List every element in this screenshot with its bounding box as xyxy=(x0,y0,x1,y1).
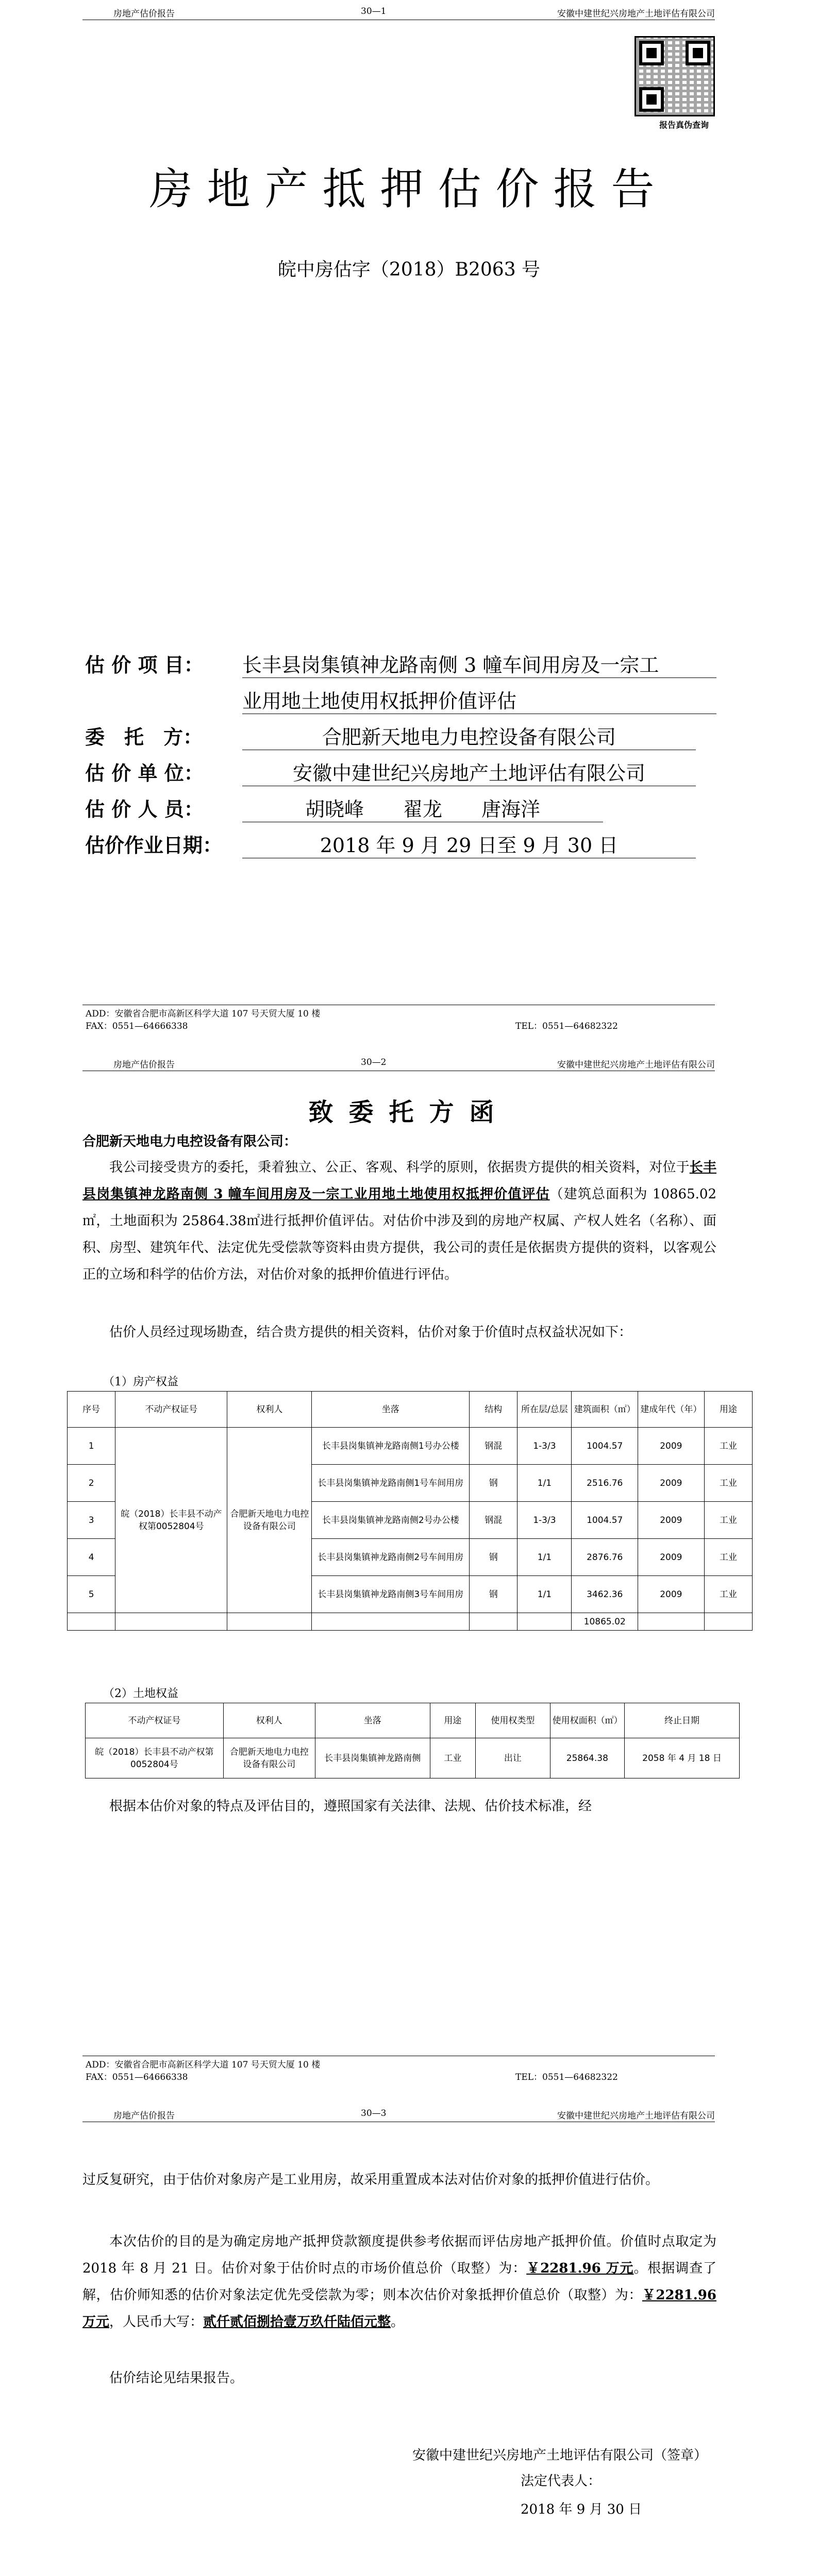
date-label: 估价作业日期： xyxy=(85,834,223,857)
project-highlight: 长丰县岗集镇神龙路南侧 3 幢车间用房及一宗工业用地土地使用权抵押价值评估 xyxy=(82,1160,716,1202)
project-value-cont: 业用地土地使用权抵押价值评估 xyxy=(242,685,716,714)
mortgage-value: ￥2281.96 万元 xyxy=(82,2287,716,2330)
report-title: 房地产抵押估价报告 xyxy=(149,164,669,214)
page-2 xyxy=(0,1051,818,2102)
table-row: 1 皖（2018）长丰县不动产权第0052804号 合肥新天地电力电控设备有限公司 长丰县岗集镇神龙路南侧1号办公楼 钢混 1-3/3 1004.57 2009 工业 xyxy=(68,1428,753,1465)
page-header xyxy=(82,2106,715,2122)
project-label: 估 价 项 目： xyxy=(85,653,204,676)
report-number: 皖中房估字（2018）B2063 号 xyxy=(277,259,541,280)
appraiser-label: 估 价 单 位： xyxy=(85,761,204,785)
signing-date: 2018 年 9 月 30 日 xyxy=(521,2502,642,2517)
header-left: 房地产估价报告 xyxy=(113,1060,175,1070)
total-area: 10865.02 xyxy=(572,1613,638,1631)
table-row: 3 长丰县岗集镇神龙路南侧2号办公楼 钢混 1-3/3 1004.57 2009 工业 xyxy=(68,1502,753,1539)
value-in-words: 贰仟贰佰捌拾壹万玖仟陆佰元整 xyxy=(203,2314,391,2330)
footer-address: ADD：安徽省合肥市高新区科学大道 107 号天贸大厦 10 楼 xyxy=(86,1009,321,1019)
page-footer xyxy=(82,1005,715,1032)
header-right: 安徽中建世纪兴房地产土地评估有限公司 xyxy=(557,9,715,19)
footer-tel: TEL：0551—64682322 xyxy=(515,1021,618,1031)
house-rights-table: 序号 不动产权证号 权利人 坐落 结构 所在层/总层 建筑面积（㎡） 建成年代（年） 用途 1 皖（2018）长丰县不动产权第0052804号 合肥新天地电力电控设备有限公司 长丰县岗集镇神龙路南侧1号办公楼 钢混 1-3/3 1004.57 2009 工业 2 长丰县岗集镇神龙路南侧1号车间用房 钢 1/1 2516.76 2009 工业 3 长丰县岗集镇神龙路南侧2号办公楼 钢混 1-3/3 1004.57 2009 工业 4 长丰县岗集镇神龙路南侧2号车间用房 钢 1/1 2876.76 2009 工业 5 长丰县岗集镇神龙路南侧3号车间用房 钢 1/1 3462.36 2009 工业 10865.02 xyxy=(67,1391,753,1631)
header-left: 房地产估价报告 xyxy=(113,2111,175,2121)
table-total-row xyxy=(68,1613,753,1631)
footer-address: ADD：安徽省合肥市高新区科学大道 107 号天贸大厦 10 楼 xyxy=(86,2060,321,2070)
letter-paragraph-3-cont: 过反复研究，由于估价对象房产是工业用房，故采用重置成本法对估价对象的抵押价值进行估价。 xyxy=(82,2172,659,2188)
table-row: 4 长丰县岗集镇神龙路南侧2号车间用房 钢 1/1 2876.76 2009 工业 xyxy=(68,1539,753,1576)
page-header xyxy=(82,4,715,20)
letter-paragraph-5: 估价结论见结果报告。 xyxy=(109,2370,244,2386)
table-row: 2 长丰县岗集镇神龙路南侧1号车间用房 钢 1/1 2516.76 2009 工业 xyxy=(68,1465,753,1502)
page-header xyxy=(82,1055,715,1071)
table-row: 5 长丰县岗集镇神龙路南侧3号车间用房 钢 1/1 3462.36 2009 工业 xyxy=(68,1576,753,1613)
qr-code[interactable] xyxy=(635,36,715,116)
header-page: 30—1 xyxy=(361,6,387,16)
land-rights-table: 不动产权证号 权利人 坐落 用途 使用权类型 使用权面积（㎡） 终止日期 皖（2018）长丰县不动产权第0052804号 合肥新天地电力电控设备有限公司 长丰县岗集镇神龙路南侧 工业 出让 25864.38 2058 年 4 月 18 日 xyxy=(85,1703,740,1778)
footer-fax: FAX：0551—64666338 xyxy=(86,2072,188,2082)
letter-addressee: 合肥新天地电力电控设备有限公司： xyxy=(82,1134,297,1149)
header-right: 安徽中建世纪兴房地产土地评估有限公司 xyxy=(557,2111,715,2121)
client-value: 合肥新天地电力电控设备有限公司 xyxy=(242,721,696,750)
letter-paragraph-3: 根据本估价对象的特点及评估目的，遵照国家有关法律、法规、估价技术标准，经 xyxy=(109,1799,592,1814)
legal-representative: 法定代表人： xyxy=(521,2473,602,2489)
footer-fax: FAX：0551—64666338 xyxy=(86,1021,188,1031)
land-rights-caption: （2）土地权益 xyxy=(103,1687,178,1700)
footer-tel: TEL：0551—64682322 xyxy=(515,2072,618,2082)
letter-paragraph-1: 我公司接受贵方的委托，秉着独立、公正、客观、科学的原则，依据贵方提供的相关资料，对位于长丰县岗集镇神龙路南侧 3 幢车间用房及一宗工业用地土地使用权抵押价值评估（建筑总面积为 10865.02㎡，土地面积为 25864.38㎡进行抵押价值评估。对估价中涉及到的房地产权属、产权人姓名（名称）、面积、房型、建筑年代、法定优先受偿款等资料由贵方提供，我公司的责任是依据贵方提供的资料，以客观公正的立场和科学的估价方法，对估价对象的抵押价值进行评估。 xyxy=(82,1160,716,1282)
table-row: 皖（2018）长丰县不动产权第0052804号 合肥新天地电力电控设备有限公司 长丰县岗集镇神龙路南侧 工业 出让 25864.38 2058 年 4 月 18 日 xyxy=(86,1738,740,1778)
qr-caption: 报告真伪查询 xyxy=(659,120,709,130)
letter-paragraph-2: 估价人员经过现场勘查，结合贵方提供的相关资料，估价对象于价值时点权益状况如下： xyxy=(109,1325,632,1340)
date-value: 2018 年 9 月 29 日至 9 月 30 日 xyxy=(242,829,696,858)
staff-label: 估 价 人 员： xyxy=(85,798,204,821)
staff-value: 胡晓峰 翟龙 唐海洋 xyxy=(242,793,603,822)
header-page: 30—2 xyxy=(361,1057,387,1067)
signing-company: 安徽中建世纪兴房地产土地评估有限公司（签章） xyxy=(412,2448,708,2463)
letter-paragraph-4: 本次估价的目的是为确定房地产抵押贷款额度提供参考依据而评估房地产抵押价值。价值时点取定为 2018 年 8 月 21 日。估价对象于估价时点的市场价值总价（取整）为：￥2281.96 万元。根据调查了解，估价师知悉的估价对象法定优先受偿款为零；则本次估价对象抵押价值总价（取整）为：￥2281.96 万元，人民币大写：贰仟贰佰捌拾壹万玖仟陆佰元整。 xyxy=(82,2234,716,2330)
house-rights-caption: （1）房产权益 xyxy=(103,1376,178,1388)
page-3 xyxy=(0,2102,818,2576)
project-value: 长丰县岗集镇神龙路南侧 3 幢车间用房及一宗工 xyxy=(242,649,716,678)
header-left: 房地产估价报告 xyxy=(113,9,175,19)
appraiser-value: 安徽中建世纪兴房地产土地评估有限公司 xyxy=(242,757,696,786)
market-value: ￥2281.96 万元 xyxy=(526,2261,634,2276)
page-footer xyxy=(82,2056,715,2083)
header-page: 30—3 xyxy=(361,2108,387,2119)
page-1 xyxy=(0,0,818,1051)
letter-title: 致委托方函 xyxy=(308,1098,510,1127)
client-label: 委 托 方： xyxy=(85,725,203,749)
header-right: 安徽中建世纪兴房地产土地评估有限公司 xyxy=(557,1060,715,1070)
